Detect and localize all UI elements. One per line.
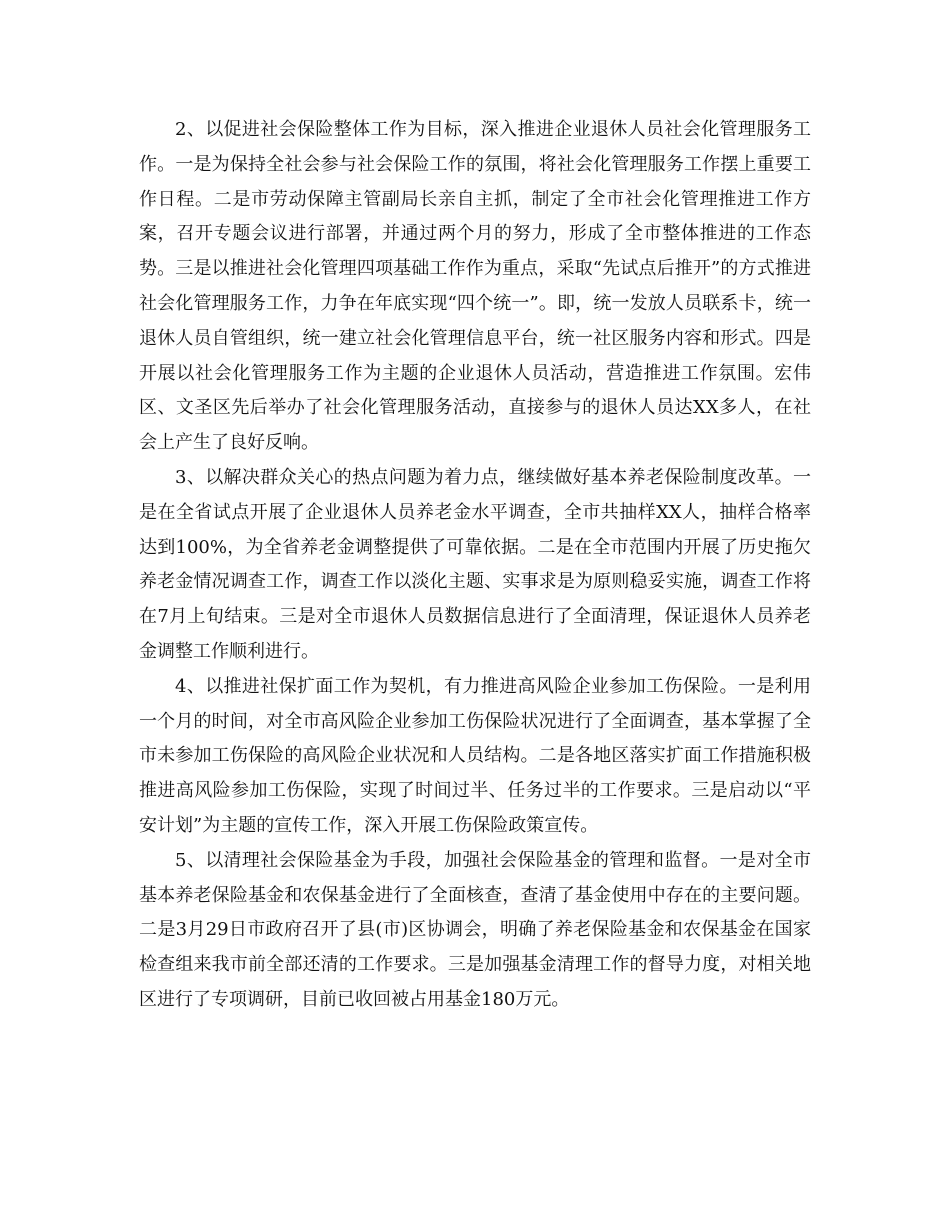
paragraph-fund-supervision: 5、以清理社会保险基金为手段，加强社会保险基金的管理和监督。一是对全市基本养老保险基金和农保基金进行了全面核查，查清了基金使用中存在的主要问题。二是3月29日市政府召开了县(市)区协调会，明确了养老保险基金和农保基金在国家检查组来我市前全部还清的工作要求。三是加强基金清理工作的督导力度，对相关地区进行了专项调研，目前已收回被占用基金180万元。	[139, 849, 811, 1010]
document-body	[139, 113, 811, 1018]
paragraph-injury-insurance: 4、以推进社保扩面工作为契机，有力推进高风险企业参加工伤保险。一是利用一个月的时间，对全市高风险企业参加工伤保险状况进行了全面调查，基本掌握了全市未参加工伤保险的高风险企业状况和人员结构。二是各地区落实扩面工作措施积极推进高风险参加工伤保险，实现了时间过半、任务过半的工作要求。三是启动以“平安计划”为主题的宣传工作，深入开展工伤保险政策宣传。	[139, 675, 811, 836]
paragraph-pension-reform: 3、以解决群众关心的热点问题为着力点，继续做好基本养老保险制度改革。一是在全省试点开展了企业退休人员养老金水平调查，全市共抽样XX人，抽样合格率达到100%，为全省养老金调整提供了可靠依据。二是在全市范围内开展了历史拖欠养老金情况调查工作，调查工作以淡化主题、实事求是为原则稳妥实施，调查工作将在7月上旬结束。三是对全市退休人员数据信息进行了全面清理，保证退休人员养老金调整工作顺利进行。	[139, 466, 811, 662]
paragraph-social-management: 2、以促进社会保险整体工作为目标，深入推进企业退休人员社会化管理服务工作。一是为保持全社会参与社会保险工作的氛围，将社会化管理服务工作摆上重要工作日程。二是市劳动保障主管副局长亲自主抓，制定了全市社会化管理推进工作方案，召开专题会议进行部署，并通过两个月的努力，形成了全市整体推进的工作态势。三是以推进社会化管理四项基础工作作为重点，采取“先试点后推开”的方式推进社会化管理服务工作，力争在年底实现“四个统一”。即，统一发放人员联系卡，统一退休人员自管组织，统一建立社会化管理信息平台，统一社区服务内容和形式。四是开展以社会化管理服务工作为主题的企业退休人员活动，营造推进工作氛围。宏伟区、文圣区先后举办了社会化管理服务活动，直接参与的退休人员达XX多人，在社会上产生了良好反响。	[139, 119, 811, 454]
